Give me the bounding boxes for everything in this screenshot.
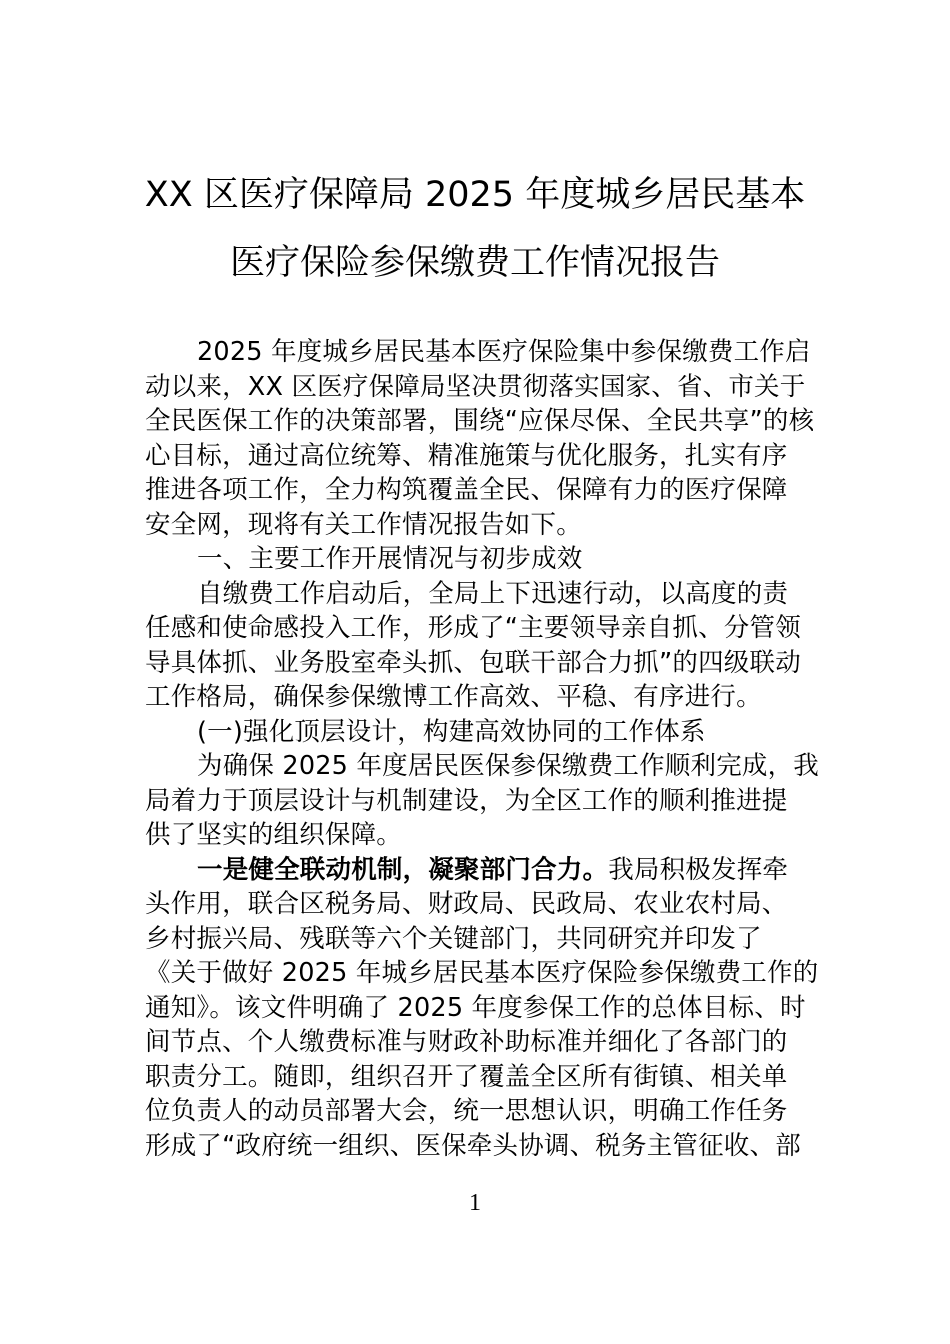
body-line: 间节点、个人缴费标准与财政补助标准并细化了各部门的 — [145, 1027, 788, 1057]
section-heading: 一、主要工作开展情况与初步成效 — [197, 544, 583, 574]
body-line: 乡村振兴局、残联等六个关键部门，共同研究并印发了 — [145, 923, 762, 954]
body-line: 职责分工。随即，组织召开了覆盖全区所有街镇、相关单 — [145, 1061, 788, 1092]
document-body — [145, 335, 820, 1163]
page-number: 1 — [469, 1190, 481, 1216]
subsection-heading: (一)强化顶层设计，构建高效协同的工作体系 — [197, 716, 706, 747]
body-line: 《关于做好 2025 年城乡居民基本医疗保险参保缴费工作的 — [145, 958, 819, 988]
body-line: 任感和使命感投入工作，形成了“主要领导亲自抓、分管领 — [145, 613, 801, 643]
body-line: 导具体抓、业务股室牵头抓、包联干部合力抓”的四级联动 — [145, 647, 801, 678]
document-title-line-1: XX 区医疗保障局 2025 年度城乡居民基本 — [144, 175, 806, 215]
body-line: 为确保 2025 年度居民医保参保缴费工作顺利完成，我 — [197, 751, 820, 781]
lead-line-rest: 我局积极发挥牵 — [608, 854, 789, 885]
body-line: 供了坚实的组织保障。 — [145, 820, 403, 850]
bold-lead-text: 一是健全联动机制，凝聚部门合力。 — [197, 854, 609, 885]
body-line: 形成了“政府统一组织、医保牵头协调、税务主管征收、部 — [145, 1130, 801, 1161]
body-line: 自缴费工作启动后，全局上下迅速行动，以高度的责 — [197, 578, 789, 609]
body-line: 位负责人的动员部署大会，统一思想认识，明确工作任务 — [145, 1096, 788, 1126]
body-line: 全民医保工作的决策部署，围绕“应保尽保、全民共享”的核 — [145, 406, 815, 436]
body-line: 推进各项工作，全力构筑覆盖全民、保障有力的医疗保障 — [145, 475, 788, 505]
body-line: 局着力于顶层设计与机制建设，为全区工作的顺利推进提 — [145, 785, 788, 816]
body-line: 安全网，现将有关工作情况报告如下。 — [145, 509, 582, 540]
body-line: 工作格局，确保参保缴博工作高效、平稳、有序进行。 — [145, 682, 762, 712]
body-line: 心目标，通过高位统筹、精准施策与优化服务，扎实有序 — [145, 440, 788, 471]
body-line: 动以来，XX 区医疗保障局坚决贯彻落实国家、省、市关于 — [145, 371, 806, 402]
body-line: 通知》。该文件明确了 2025 年度参保工作的总体目标、时 — [145, 992, 806, 1023]
document-title-line-2: 医疗保险参保缴费工作情况报告 — [229, 243, 720, 283]
body-line: 头作用，联合区税务局、财政局、民政局、农业农村局、 — [145, 889, 788, 919]
body-line-with-lead — [145, 853, 807, 888]
body-line: 2025 年度城乡居民基本医疗保险集中参保缴费工作启 — [197, 337, 811, 367]
